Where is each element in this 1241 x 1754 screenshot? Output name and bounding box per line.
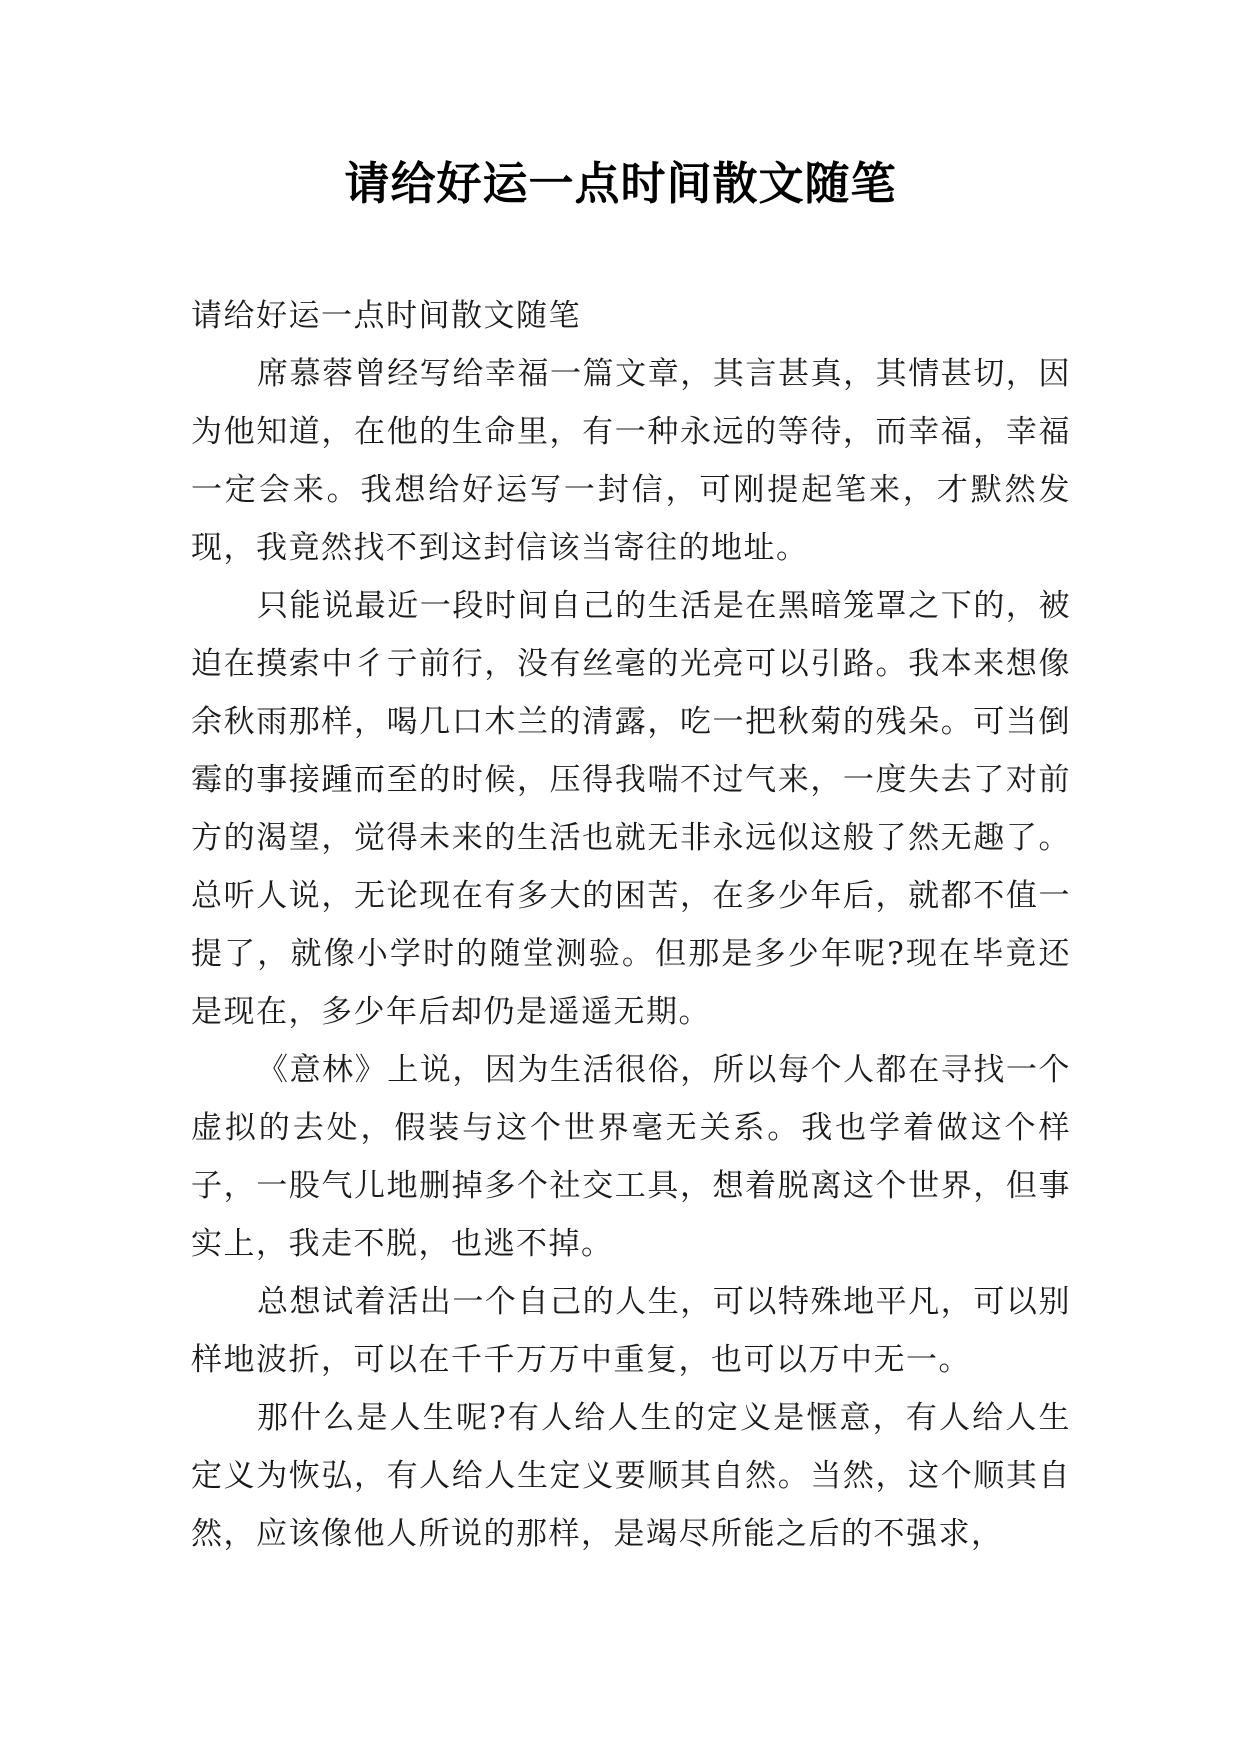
document-title: 请给好运一点时间散文随笔: [344, 157, 897, 210]
paragraph: 总想试着活出一个自己的人生，可以特殊地平凡，可以别样地波折，可以在千千万万中重复，也可以万中无一。: [191, 1284, 1071, 1378]
paragraph: 席慕蓉曾经写给幸福一篇文章，其言甚真，其情甚切，因为他知道，在他的生命里，有一种永远的等待，而幸福，幸福一定会来。我想给好运写一封信，可刚提起笔来，才默然发现，我竟然找不到这封信该当寄往的地址。: [191, 356, 1071, 566]
paragraph: 那什么是人生呢?有人给人生的定义是惬意，有人给人生定义为恢弘，有人给人生定义要顺其自然。当然，这个顺其自然，应该像他人所说的那样，是竭尽所能之后的不强求，: [191, 1400, 1071, 1552]
paragraph: 《意林》上说，因为生活很俗，所以每个人都在寻找一个虚拟的去处，假装与这个世界毫无关系。我也学着做这个样子，一股气儿地删掉多个社交工具，想着脱离这个世界，但事实上，我走不脱，也逃不掉。: [191, 1052, 1071, 1262]
document-subtitle: 请给好运一点时间散文随笔: [191, 298, 581, 334]
paragraph: 只能说最近一段时间自己的生活是在黑暗笼罩之下的，被迫在摸索中彳亍前行，没有丝毫的光亮可以引路。我本来想像余秋雨那样，喝几口木兰的清露，吃一把秋菊的残朵。可当倒霉的事接踵而至的时候，压得我喘不过气来，一度失去了对前方的渴望，觉得未来的生活也就无非永远似这般了然无趣了。 总听人说，无论现在有多大的困苦，在多少年后，就都不值一提了，就像小学时的随堂测验。但那是多少年呢?现在毕竟还是现在，多少年后却仍是遥遥无期。: [191, 588, 1071, 1030]
document-body: [191, 287, 1071, 1563]
